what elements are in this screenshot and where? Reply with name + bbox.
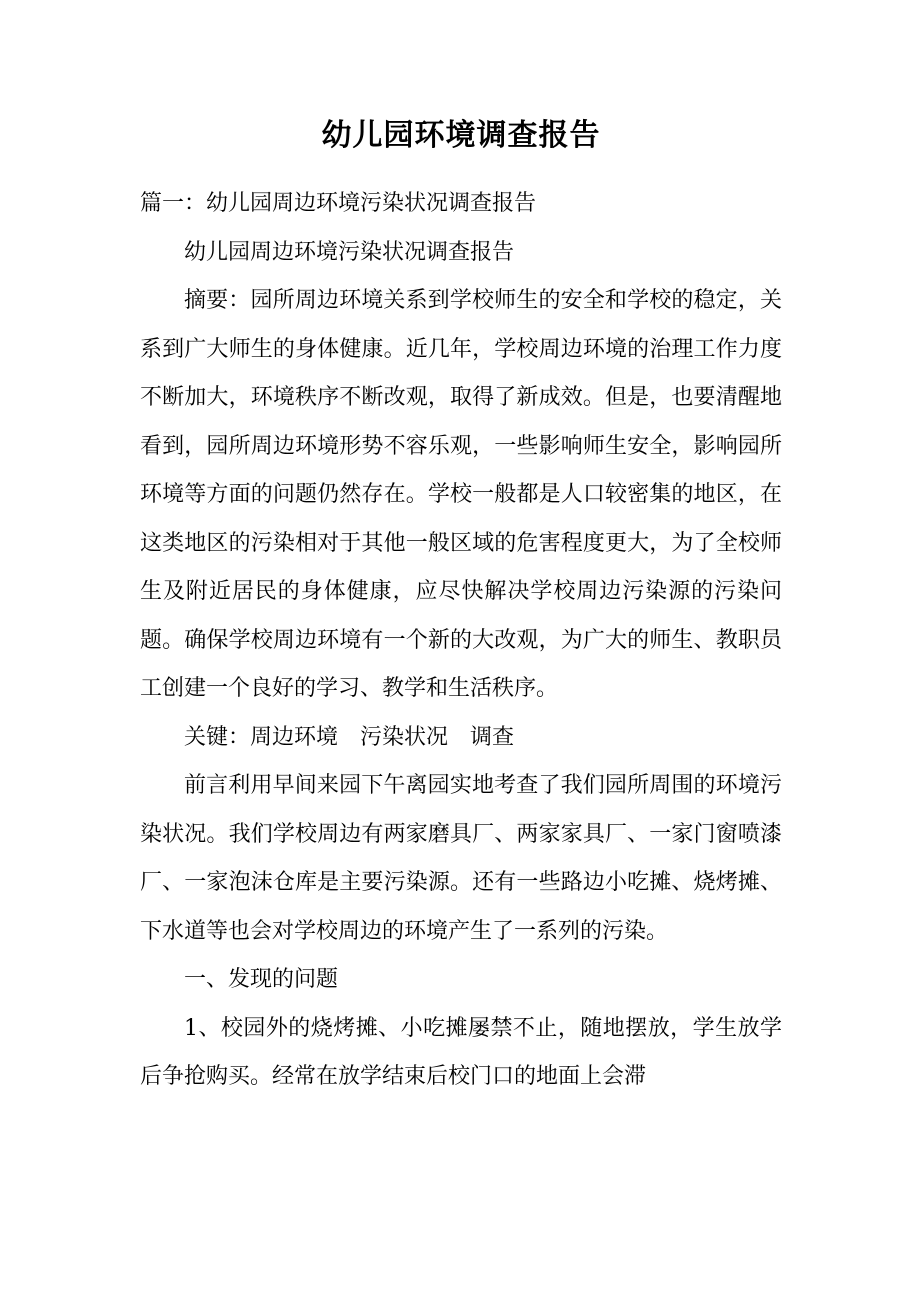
report-title: 幼儿园周边环境污染状况调查报告 (184, 239, 515, 265)
document-body (140, 180, 782, 1102)
keywords-line: 关键：周边环境 污染状况 调查 (184, 724, 515, 750)
preface-paragraph: 前言利用早间来园下午离园实地考查了我们园所周围的环境污染状况。我们学校周边有两家磨具厂、两家家具厂、一家门窗喷漆厂、一家泡沫仓库是主要污染源。还有一些路边小吃摊、烧烤摊、下水道等也会对学校周边的环境产生了一系列的污染。 (140, 773, 782, 944)
document-title: 幼儿园环境调查报告 (321, 118, 601, 153)
problem-item-1: 1、校园外的烧烤摊、小吃摊屡禁不止，随地摆放，学生放学后争抢购买。经常在放学结束后校门口的地面上会滞 (140, 1015, 782, 1089)
abstract-paragraph: 摘要：园所周边环境关系到学校师生的安全和学校的稳定，关系到广大师生的身体健康。近几年，学校周边环境的治理工作力度不断加大，环境秩序不断改观，取得了新成效。但是，也要清醒地看到，园所周边环境形势不容乐观，一些影响师生安全，影响园所环境等方面的问题仍然存在。学校一般都是人口较密集的地区，在这类地区的污染相对于其他一般区域的危害程度更大，为了全校师生及附近居民的身体健康，应尽快解决学校周边污染源的污染问题。确保学校周边环境有一个新的大改观，为广大的师生、教职员工创建一个良好的学习、教学和生活秩序。 (140, 288, 782, 701)
section-heading: 篇一：幼儿园周边环境污染状况调查报告 (140, 191, 537, 216)
subheading-problems: 一、发现的问题 (184, 967, 339, 992)
